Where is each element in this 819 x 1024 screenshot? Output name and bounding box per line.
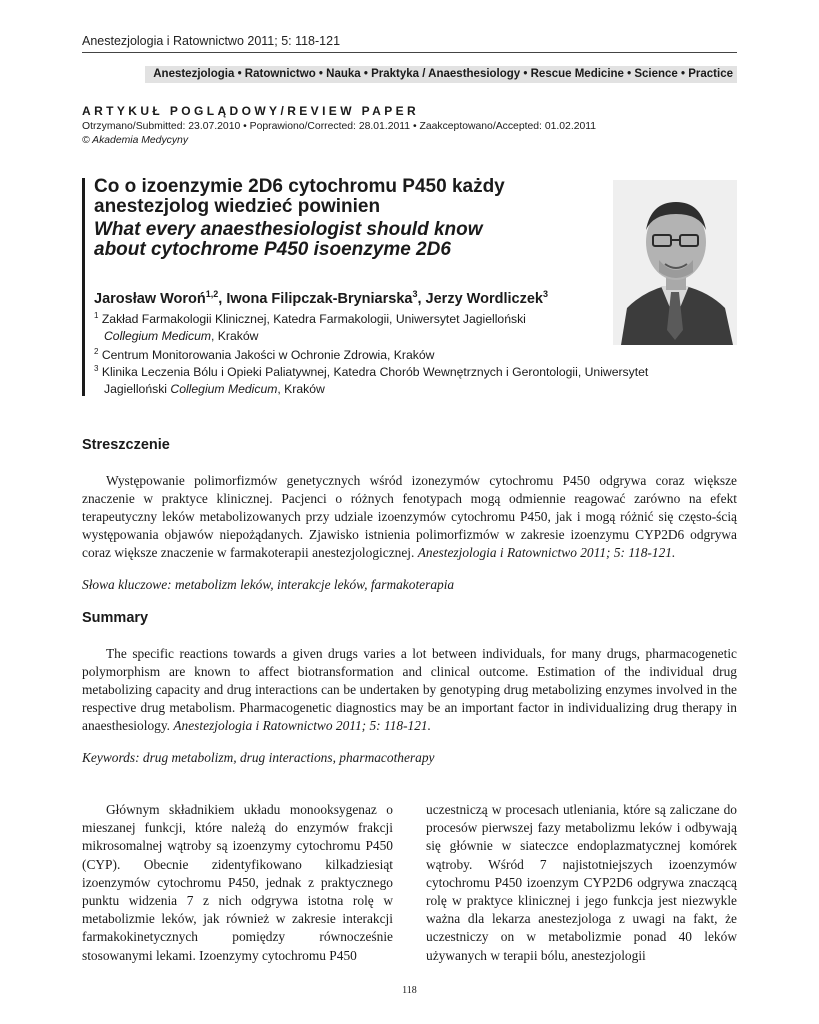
author-separator: , (417, 290, 426, 307)
author-portrait-drawing (613, 180, 737, 345)
abstract-body (82, 472, 737, 562)
author-name: Jarosław Woroń (94, 290, 206, 307)
author-affiliation-marker: 1,2 (205, 289, 219, 299)
title-polish (94, 177, 594, 217)
summary-text: The specific reactions towards a given drugs varies a lot between individuals, for many drugs, pharmacogenetic polymorphism are known to affect biotransformation and clinical outcome. Estimation of the individual drug metabolizing capacity and drug interactions can be undertaken by genotyping drug metabolizing enzymes involved in the respective drug metabolism. Pharmacogenetic diagnostics may be an important factor in individualizing drug therapy in anaesthesiology. (82, 646, 737, 733)
author-affiliation-marker: 3 (412, 289, 418, 299)
affiliation-text: Centrum Monitorowania Jakości w Ochronie Zdrowia, Kraków (101, 348, 435, 363)
abstract-heading: Streszczenie (82, 437, 170, 453)
page-number: 118 (402, 985, 417, 996)
summary-body (82, 645, 737, 735)
author-affiliation-marker: 3 (542, 289, 548, 299)
affiliation-text: , Kraków (277, 382, 325, 397)
affiliation-number: 3 (94, 364, 99, 373)
affiliation-italic: Collegium Medicum (104, 329, 212, 344)
affiliation-text: Jagielloński (104, 382, 171, 397)
affiliation-number: 2 (94, 347, 99, 356)
submission-dates: Otrzymano/Submitted: 23.07.2010 • Poprawiono/Corrected: 28.01.2011 • Zaakceptowano/Accepted: 01.02.2011 (82, 121, 597, 132)
abstract-text: Występowanie polimorfizmów genetycznych wśród izonezymów cytochromu P450 odgrywa coraz większe znaczenie w praktyce klinicznej. Pacjenci o różnych fenotypach mogą odmiennie reagować zarówno na efekt terapeutyczny leków metabolizowanych przy udziale izoenzymów cytochromu P450, jak i mogą różnić się często-ścią występowania objawów niepożądanych. Zjawisko istnienia polimorfizmów w zakresie izoenzymu CYP2D6 odgrywa coraz większe znaczenie w farmakoterapii anestezjologicznej. (82, 473, 737, 560)
title-english-line-2: about cytochrome P450 isoenzyme 2D6 (94, 239, 451, 260)
journal-topics-bar: Anestezjologia • Ratownictwo • Nauka • Praktyka / Anaesthesiology • Rescue Medicine • Science • Practice (145, 66, 737, 83)
keywords-english: Keywords: drug metabolizm, drug interactions, pharmacotherapy (82, 750, 435, 765)
summary-citation: Anestezjologia i Ratownictwo 2011; 5: 118-121. (173, 718, 431, 733)
title-polish-line-1: Co o izoenzymie 2D6 cytochromu P450 każdy (94, 176, 505, 197)
affiliation-number: 1 (94, 311, 99, 320)
keywords-polish: Słowa kluczowe: metabolizm leków, interakcje leków, farmakoterapia (82, 577, 455, 592)
copyright: © Akademia Medycyny (82, 135, 189, 146)
abstract-citation: Anestezjologia i Ratownictwo 2011; 5: 118-121. (417, 545, 676, 560)
title-polish-line-2: anestezjolog wiedzieć powinien (94, 196, 381, 217)
affiliation-1 (94, 307, 654, 345)
article-type: ARTYKUŁ POGLĄDOWY/REVIEW PAPER (82, 104, 420, 118)
author-list (94, 289, 548, 307)
affiliation-italic: Collegium Medicum (170, 382, 278, 397)
body-column-right: uczestniczą w procesach utleniania, które są zaliczane do procesów pierwszej fazy metabolizmu leków i odbywają się głównie w siateczce endoplazmatycznej komórek wątroby. Wśród 7 najistotniejszych izoenzymów cytochromu P450 izoenzym CYP2D6 odgrywa znaczącą rolę w praktyce klinicznej i jego funkcja jest niezwykle ważna dla lekarza anestezjologa z uwagi na fakt, że uczestniczy on w metabolizmie ponad 40 leków używanych w terapii bólu, anestezjologii (426, 802, 737, 963)
title-side-bar (82, 178, 85, 396)
title-english (94, 220, 594, 260)
body-column-left: Głównym składnikiem układu monooksygenaz o mieszanej funkcji, które należą do enzymów frakcji mikrosomalnej wątroby są izoenzymy cytochromu P450 (CYP). Obecnie zidentyfikowano kilkadziesiąt izoenzymów cytochromu P450, jednak z praktycznego punktu widzenia 7 z nich odgrywa istotna rolę w metabolizmie leków, jak również w zakresie interakcji farmakokinetycznych pomiędzy równocześnie stosowanymi lekami. Izoenzymy cytochromu P450 (82, 802, 393, 963)
author-portrait (613, 180, 737, 345)
author-name: Iwona Filipczak-Bryniarska (226, 290, 413, 307)
affiliation-text: , Kraków (211, 329, 259, 344)
author-separator: , (218, 290, 227, 307)
author-name: Jerzy Wordliczek (425, 290, 543, 307)
journal-citation-header: Anestezjologia i Ratownictwo 2011; 5: 118-121 (82, 34, 341, 48)
affiliation-text: Klinika Leczenia Bólu i Opieki Paliatywnej, Katedra Chorób Wewnętrznych i Gerontologii, Uniwersytet (101, 365, 649, 380)
title-english-line-1: What every anaesthesiologist should know (94, 219, 483, 240)
affiliation-text: Zakład Farmakologii Klinicznej, Katedra Farmakologii, Uniwersytet Jagielloński (101, 312, 526, 327)
affiliation-3 (94, 360, 654, 398)
header-rule (82, 52, 737, 53)
summary-heading: Summary (82, 610, 149, 626)
